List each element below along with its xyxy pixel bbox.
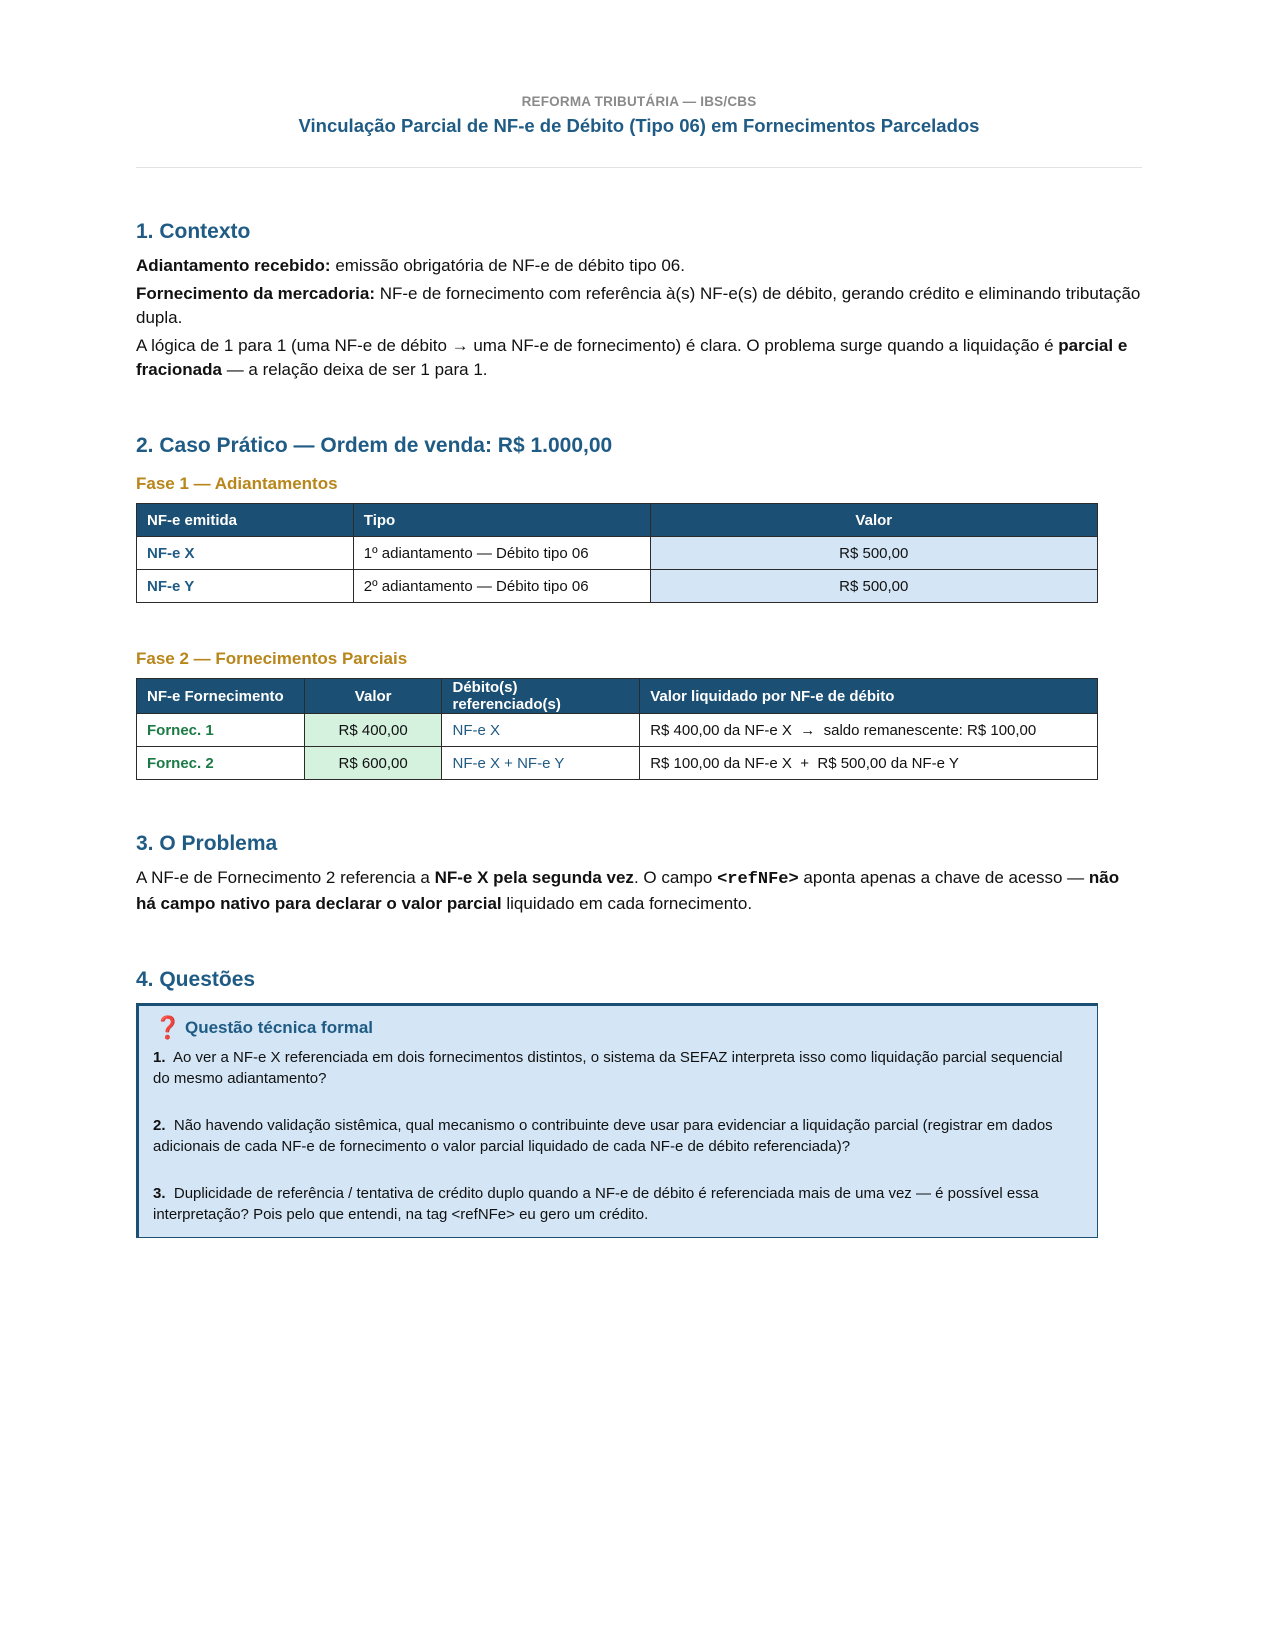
table-row <box>137 714 1098 747</box>
table-row <box>137 537 1098 570</box>
section-heading: 3. O Problema <box>136 832 278 855</box>
paragraph-logica <box>136 334 1142 382</box>
phase-1-title: Fase 1 — Adiantamentos <box>136 474 338 493</box>
section-heading: 4. Questões <box>136 968 256 991</box>
question-item <box>153 1183 1083 1225</box>
bold-label: Adiantamento recebido: <box>136 256 331 275</box>
cell-fornecimento: Fornec. 1 <box>137 714 305 747</box>
question-number: 3. <box>153 1185 166 1202</box>
code-refnfe: <refNFe> <box>717 870 799 889</box>
cell-valor: R$ 500,00 <box>650 537 1097 570</box>
document-header <box>136 0 1142 137</box>
phase-2-title: Fase 2 — Fornecimentos Parciais <box>136 649 408 668</box>
question-text: Ao ver a NF-e X referenciada em dois fornecimentos distintos, o sistema da SEFAZ interpreta isso como liquidação parcial sequencial do mesmo adiantamento? <box>153 1049 1063 1087</box>
bold-text: não há campo nativo para declarar o valor parcial <box>136 868 1120 913</box>
cell-liquidado: R$ 100,00 da NF-e X + R$ 500,00 da NF-e Y <box>640 747 1098 780</box>
paragraph-text: A lógica de 1 para 1 (uma NF-e de débito → uma NF-e de fornecimento) é clara. O problema surge quando a liquidação é <box>136 336 1059 355</box>
question-text: Não havendo validação sistêmica, qual mecanismo o contribuinte deve usar para evidenciar a liquidação parcial (registrar em dados adicionais de cada NF-e de fornecimento o valor parcial liquidado de cada NF-e de débito referenciada)? <box>153 1117 1053 1155</box>
question-number: 1. <box>153 1049 166 1066</box>
table-row <box>137 570 1098 603</box>
section-caso-pratico <box>136 434 1142 780</box>
paragraph-text: — a relação deixa de ser 1 para 1. <box>221 360 488 379</box>
section-contexto <box>136 220 1142 382</box>
paragraph-fornecimento <box>136 282 1142 330</box>
cell-liquidado: R$ 400,00 da NF-e X → saldo remanescente: R$ 100,00 <box>640 714 1098 747</box>
cell-valor: R$ 400,00 <box>304 714 442 747</box>
document-page <box>136 0 1142 1238</box>
question-mark-icon: ❓ <box>154 1015 182 1040</box>
cell-tipo: 1º adiantamento — Débito tipo 06 <box>353 537 650 570</box>
document-title: Vinculação Parcial de NF-e de Débito (Tipo 06) em Fornecimentos Parcelados <box>298 115 980 136</box>
table-adiantamentos <box>136 503 1098 603</box>
cell-valor: R$ 500,00 <box>650 570 1097 603</box>
column-header: NF-e emitida <box>137 504 354 537</box>
question-box-title: Questão técnica formal <box>185 1018 374 1037</box>
question-item <box>153 1115 1083 1157</box>
paragraph-text: emissão obrigatória de NF-e de débito tipo 06. <box>330 256 685 275</box>
question-item <box>153 1047 1083 1089</box>
bold-text: NF-e X pela segunda vez <box>434 868 634 887</box>
paragraph-text: A NF-e de Fornecimento 2 referencia a <box>136 868 435 887</box>
cell-tipo: 2º adiantamento — Débito tipo 06 <box>353 570 650 603</box>
cell-nfe: NF-e X <box>137 537 354 570</box>
column-header: Tipo <box>353 504 650 537</box>
bold-text: parcial e fracionada <box>136 336 1128 379</box>
section-heading: 1. Contexto <box>136 220 251 243</box>
column-header: NF-e Fornecimento <box>137 679 305 714</box>
cell-fornecimento: Fornec. 2 <box>137 747 305 780</box>
table-header-row <box>137 504 1098 537</box>
header-kicker: REFORMA TRIBUTÁRIA — IBS/CBS <box>521 94 757 109</box>
question-number: 2. <box>153 1117 166 1134</box>
paragraph-adiantamento <box>136 254 1142 278</box>
paragraph-text: aponta apenas a chave de acesso — <box>798 868 1089 887</box>
table-header-row <box>137 679 1098 714</box>
paragraph-problema <box>136 866 1142 916</box>
cell-debitos: NF-e X + NF-e Y <box>442 747 640 780</box>
table-row <box>137 747 1098 780</box>
column-header: Débito(s) referenciado(s) <box>442 679 640 714</box>
column-header: Valor <box>304 679 442 714</box>
cell-debitos: NF-e X <box>442 714 640 747</box>
section-heading: 2. Caso Prático — Ordem de venda: R$ 1.000,00 <box>136 434 613 457</box>
table-fornecimentos <box>136 678 1098 780</box>
section-questoes <box>136 968 1142 1238</box>
cell-nfe: NF-e Y <box>137 570 354 603</box>
bold-label: Fornecimento da mercadoria: <box>136 284 376 303</box>
column-header: Valor <box>650 504 1097 537</box>
cell-valor: R$ 600,00 <box>304 747 442 780</box>
paragraph-text: NF-e de fornecimento com referência à(s) NF-e(s) de débito, gerando crédito e eliminando tributação dupla. <box>136 284 1141 327</box>
question-text: Duplicidade de referência / tentativa de crédito duplo quando a NF-e de débito é referenciada mais de uma vez — é possível essa interpretação? Pois pelo que entendi, na tag <refNFe> eu gero um crédito. <box>153 1185 1039 1223</box>
paragraph-text: liquidado em cada fornecimento. <box>501 894 753 913</box>
paragraph-text: . O campo <box>633 868 718 887</box>
column-header: Valor liquidado por NF-e de débito <box>640 679 1098 714</box>
header-divider <box>136 167 1142 168</box>
question-box-header <box>153 1015 1083 1041</box>
section-problema <box>136 832 1142 916</box>
question-box <box>136 1003 1098 1238</box>
